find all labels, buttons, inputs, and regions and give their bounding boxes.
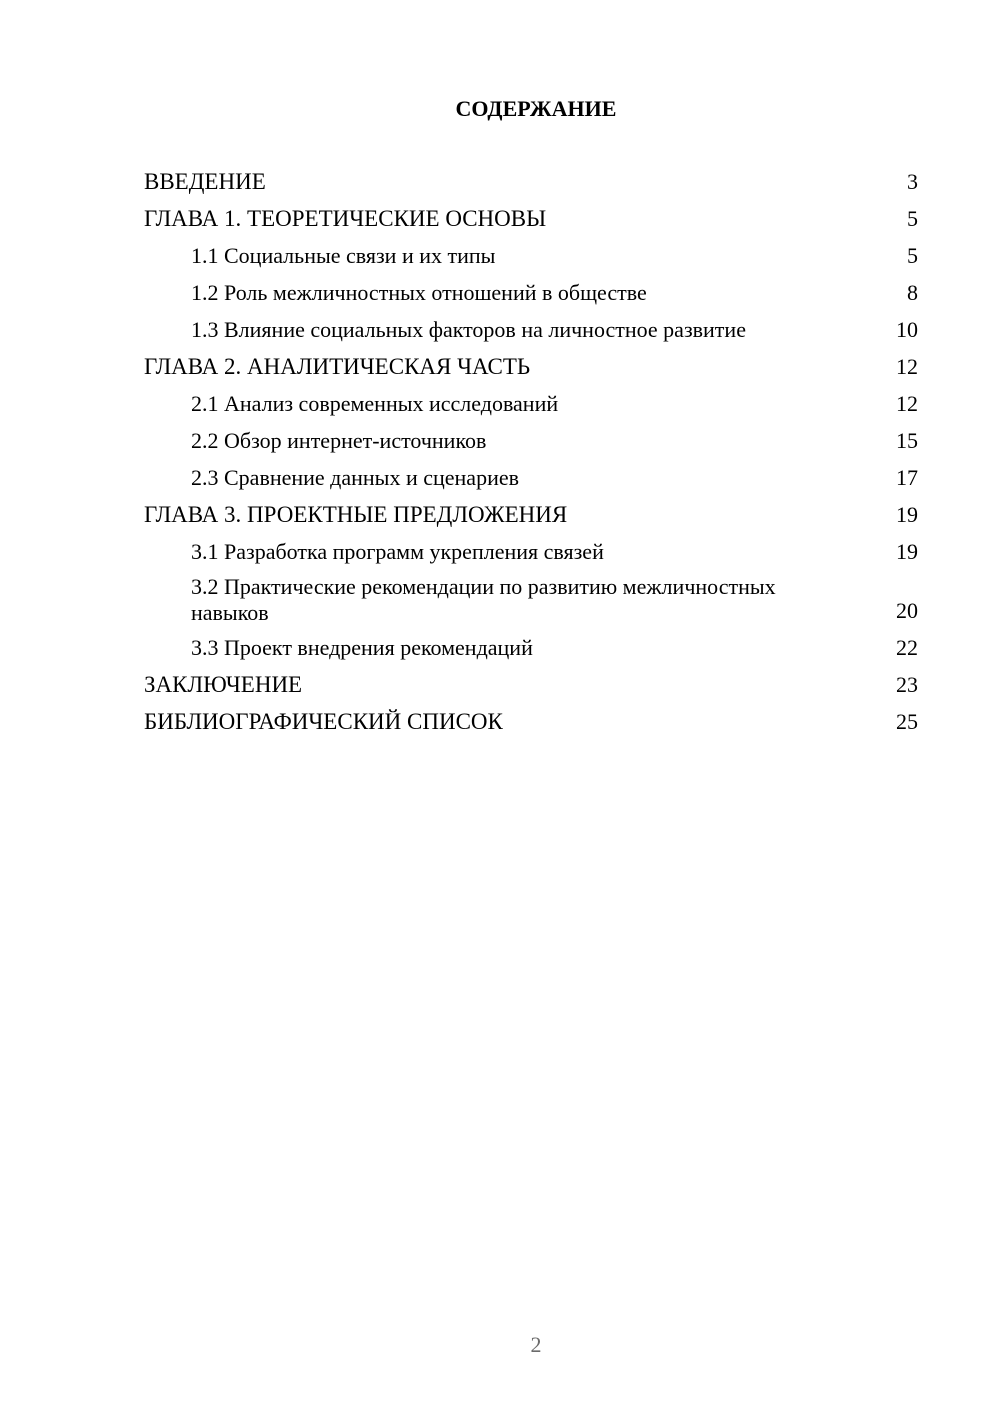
- toc-entry-section-2-2: [144, 426, 918, 456]
- toc-entry-page: 12: [896, 391, 918, 416]
- toc-entry-page: 5: [907, 206, 918, 231]
- toc-entry-title: 2.3 Сравнение данных и сценариев: [191, 465, 520, 490]
- page-number: 2: [530, 1332, 542, 1357]
- toc-entry-section-1-3: [144, 315, 918, 345]
- toc-entry-title: ВВЕДЕНИЕ: [144, 169, 266, 194]
- toc-entry-title: ГЛАВА 3. ПРОЕКТНЫЕ ПРЕДЛОЖЕНИЯ: [144, 502, 568, 527]
- toc-entry-page: 20: [896, 598, 918, 623]
- toc-entry-bibliography: [144, 707, 918, 737]
- toc-entry-title: ГЛАВА 2. АНАЛИТИЧЕСКАЯ ЧАСТЬ: [144, 354, 531, 379]
- toc-entry-chapter-1: [144, 204, 918, 234]
- toc-entry-section-2-3: [144, 463, 918, 493]
- toc-entry-title: 2.1 Анализ современных исследований: [191, 391, 559, 416]
- toc-entry-page: 10: [896, 317, 918, 342]
- toc-entry-title: 3.1 Разработка программ укрепления связей: [191, 539, 604, 564]
- toc-entry-title: ГЛАВА 1. ТЕОРЕТИЧЕСКИЕ ОСНОВЫ: [144, 206, 547, 231]
- toc-entry-page: 3: [907, 169, 918, 194]
- page-title: СОДЕРЖАНИЕ: [455, 96, 617, 121]
- toc-entry-page: 5: [907, 243, 918, 268]
- toc-entry-chapter-2: [144, 352, 918, 382]
- toc-entry-section-1-2: [144, 278, 918, 308]
- toc-entry-title: 3.2 Практические рекомендации по развитию межличностных навыков: [191, 574, 776, 625]
- toc-entry-title: 1.2 Роль межличностных отношений в обществе: [191, 280, 647, 305]
- toc-entry-page: 23: [896, 672, 918, 697]
- toc-entry-page: 19: [896, 539, 918, 564]
- toc-entry-section-3-3: [144, 633, 918, 663]
- toc-entry-title: 1.3 Влияние социальных факторов на личностное развитие: [191, 317, 746, 342]
- toc-entry-title: 3.3 Проект внедрения рекомендаций: [191, 635, 533, 660]
- toc-entry-title: БИБЛИОГРАФИЧЕСКИЙ СПИСОК: [144, 709, 503, 734]
- toc-entry-page: 17: [896, 465, 918, 490]
- toc-entry-section-3-1: [144, 537, 918, 567]
- toc-entry-title: 2.2 Обзор интернет-источников: [191, 428, 487, 453]
- toc-entry-page: 22: [896, 635, 918, 660]
- toc-entry-page: 15: [896, 428, 918, 453]
- toc-entry-title: ЗАКЛЮЧЕНИЕ: [144, 672, 303, 697]
- toc-entry-page: 25: [896, 709, 918, 734]
- toc-entry-section-3-2: [144, 574, 918, 626]
- toc-entry-page: 8: [907, 280, 918, 305]
- toc-entry-conclusion: [144, 670, 918, 700]
- toc-entry-page: 12: [896, 354, 918, 379]
- toc-entry-chapter-3: [144, 500, 918, 530]
- toc-entry-introduction: [144, 167, 918, 197]
- toc-entry-title: 1.1 Социальные связи и их типы: [191, 243, 496, 268]
- table-of-contents: [144, 167, 918, 744]
- toc-entry-section-1-1: [144, 241, 918, 271]
- toc-entry-page: 19: [896, 502, 918, 527]
- toc-entry-section-2-1: [144, 389, 918, 419]
